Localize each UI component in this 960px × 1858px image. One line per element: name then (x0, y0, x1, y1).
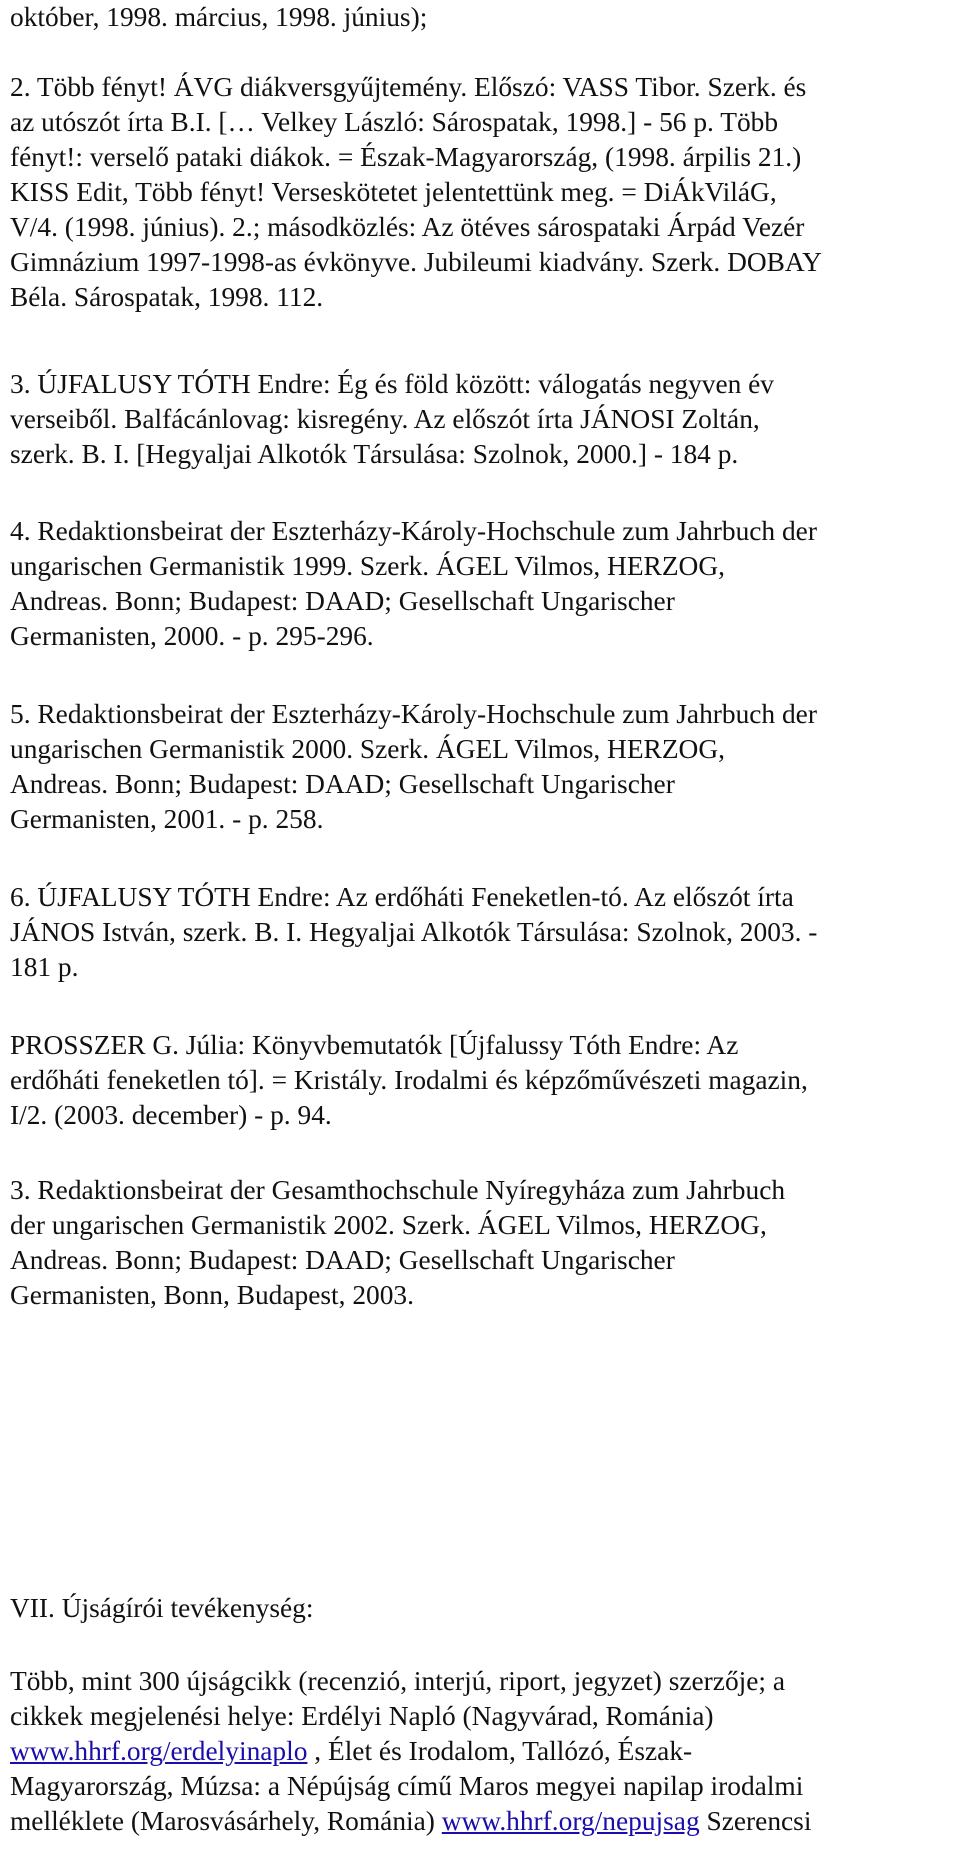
text-line: der ungarischen Germanistik 2002. Szerk. ÁGEL Vilmos, HERZOG, (10, 1210, 767, 1240)
text-line: erdőháti feneketlen tó]. = Kristály. Irodalmi és képzőművészeti magazin, (10, 1065, 808, 1095)
paragraph-section-vii (10, 1664, 811, 1839)
section-heading-vii (10, 1591, 314, 1626)
text-run: Szerencsi (699, 1806, 812, 1836)
text-line: 5. Redaktionsbeirat der Eszterházy-Károly-Hochschule zum Jahrbuch der (10, 699, 817, 729)
text-line: 181 p. (10, 952, 79, 982)
text-line: az utószót írta B.I. [… Velkey László: Sárospatak, 1998.] - 56 p. Több (10, 107, 779, 137)
text-line: fényt!: verselő pataki diákok. = Észak-Magyarország, (1998. árpilis 21.) (10, 142, 802, 172)
item-3b-text (10, 1173, 785, 1313)
text-line: ungarischen Germanistik 1999. Szerk. ÁGEL Vilmos, HERZOG, (10, 551, 725, 581)
text-line: szerk. B. I. [Hegyaljai Alkotók Társulása: Szolnok, 2000.] - 184 p. (10, 439, 739, 469)
paragraph-item-6 (10, 880, 817, 985)
prosszer-text (10, 1028, 808, 1133)
item-2-text (10, 70, 822, 315)
item-6-text (10, 880, 817, 985)
item-3-text (10, 367, 774, 472)
text-line: Több, mint 300 újságcikk (recenzió, interjú, riport, jegyzet) szerzője; a (10, 1666, 786, 1696)
text-line: Gimnázium 1997-1998-as évkönyve. Jubileumi kiadvány. Szerk. DOBAY (10, 247, 822, 277)
text-line: október, 1998. március, 1998. június); (10, 2, 428, 32)
text-line: Germanisten, Bonn, Budapest, 2003. (10, 1280, 414, 1310)
text-line (10, 1804, 811, 1839)
paragraph-item-2 (10, 70, 822, 315)
link-nepujsag[interactable]: www.hhrf.org/nepujsag (441, 1806, 700, 1836)
text-line: V/4. (1998. június). 2.; másodközlés: Az ötéves sárospataki Árpád Vezér (10, 212, 805, 242)
text-run: melléklete (Marosvásárhely, Románia) (10, 1806, 442, 1836)
link-erdelyinaplo[interactable]: www.hhrf.org/erdelyinaplo (10, 1736, 308, 1766)
text-line: 3. ÚJFALUSY TÓTH Endre: Ég és föld között: válogatás negyven év (10, 369, 775, 399)
paragraph-fragment-top (10, 0, 427, 35)
section-vii-text (10, 1664, 811, 1839)
paragraph-item-5 (10, 697, 817, 837)
text-line: 4. Redaktionsbeirat der Eszterházy-Károly-Hochschule zum Jahrbuch der (10, 516, 817, 546)
paragraph-item-4 (10, 514, 817, 654)
section-title: VII. Újságírói tevékenység: (10, 1593, 314, 1623)
text-line: Magyarország, Múzsa: a Népújság című Maros megyei napilap irodalmi (10, 1771, 804, 1801)
text-line: Germanisten, 2001. - p. 258. (10, 804, 324, 834)
text-line: Germanisten, 2000. - p. 295-296. (10, 621, 374, 651)
text-line: JÁNOS István, szerk. B. I. Hegyaljai Alkotók Társulása: Szolnok, 2003. - (10, 917, 818, 947)
text-line: Andreas. Bonn; Budapest: DAAD; Gesellschaft Ungarischer (10, 769, 675, 799)
text-run: , Élet és Irodalom, Tallózó, Észak- (307, 1736, 693, 1766)
item-4-text (10, 514, 817, 654)
text-line (10, 1734, 811, 1769)
text-line: KISS Edit, Több fényt! Verseskötetet jelentettünk meg. = DiÁkViláG, (10, 177, 777, 207)
text-line: 6. ÚJFALUSY TÓTH Endre: Az erdőháti Feneketlen-tó. Az előszót írta (10, 882, 794, 912)
paragraph-item-3b (10, 1173, 785, 1313)
text-line: 2. Több fényt! ÁVG diákversgyűjtemény. Előszó: VASS Tibor. Szerk. és (10, 72, 807, 102)
text-line: ungarischen Germanistik 2000. Szerk. ÁGEL Vilmos, HERZOG, (10, 734, 725, 764)
fragment-top-text (10, 0, 427, 35)
text-line: Béla. Sárospatak, 1998. 112. (10, 282, 324, 312)
text-line: I/2. (2003. december) - p. 94. (10, 1100, 332, 1130)
text-line: cikkek megjelenési helye: Erdélyi Napló (Nagyvárad, Románia) (10, 1701, 714, 1731)
text-line: verseiből. Balfácánlovag: kisregény. Az előszót írta JÁNOSI Zoltán, (10, 404, 760, 434)
text-line: Andreas. Bonn; Budapest: DAAD; Gesellschaft Ungarischer (10, 1245, 675, 1275)
text-line: 3. Redaktionsbeirat der Gesamthochschule Nyíregyháza zum Jahrbuch (10, 1175, 786, 1205)
item-5-text (10, 697, 817, 837)
paragraph-prosszer (10, 1028, 808, 1133)
paragraph-item-3 (10, 367, 774, 472)
text-line: PROSSZER G. Júlia: Könyvbemutatók [Újfalussy Tóth Endre: Az (10, 1030, 739, 1060)
text-line: Andreas. Bonn; Budapest: DAAD; Gesellschaft Ungarischer (10, 586, 675, 616)
